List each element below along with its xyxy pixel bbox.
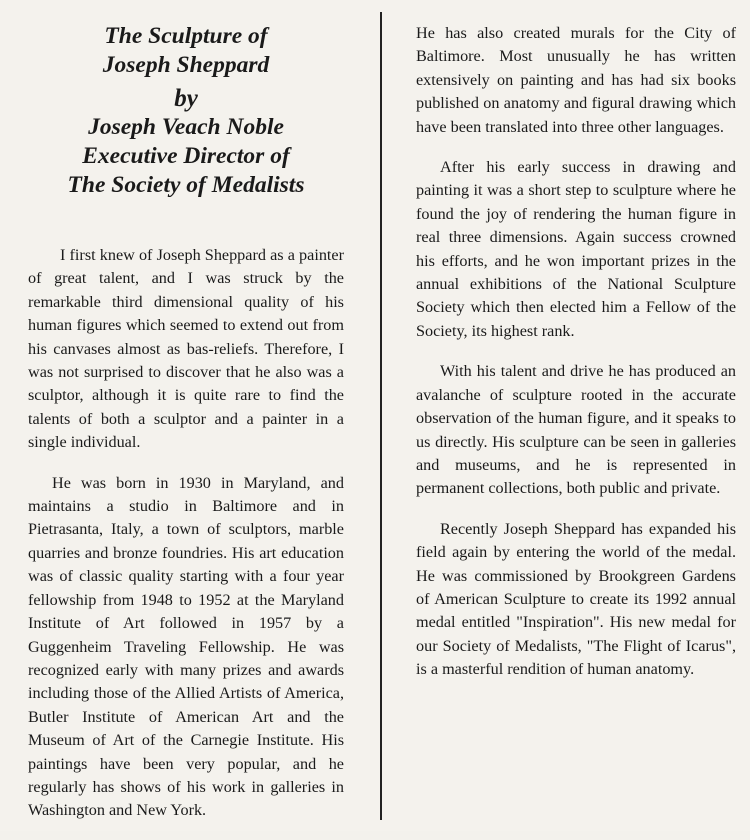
- title-line-1: The Sculpture of: [104, 23, 268, 49]
- paragraph: Recently Joseph Sheppard has expanded his field again by entering the world of the medal. He was commissioned by Brookgreen Gardens of American Sculpture to create its 1992 annual medal entitled "Inspiration". His new medal for our Society of Medalists, "The Flight of Icarus", is a masterful rendition of human anatomy.: [416, 519, 736, 679]
- right-column: [416, 22, 736, 699]
- paragraph: After his early success in drawing and painting it was a short step to sculpture where he found the joy of rendering the human figure in real three dimensions. Again success crowned his efforts, and he won important prizes in the annual exhibitions of the National Sculpture Society which then elected him a Fellow of the Society, its highest rank.: [416, 158, 736, 340]
- article-title: [28, 22, 344, 200]
- paragraph: With his talent and drive he has produced an avalanche of sculpture rooted in the accurate observation of the human figure, and it speaks to us directly. His sculpture can be seen in galleries and museums, and he is represented in permanent collections, both public and private.: [416, 362, 736, 498]
- author-name: Joseph Veach Noble: [88, 114, 284, 140]
- title-line-2: Joseph Sheppard: [102, 52, 270, 78]
- column-divider: [380, 12, 382, 820]
- paragraph: He was born in 1930 in Maryland, and maintains a studio in Baltimore and in Pietrasanta, Italy, a town of sculptors, marble quarries and bronze foundries. His art education was of classic quality starting with a four year fellowship from 1948 to 1952 at the Maryland Institute of Art followed in 1957 by a Guggenheim Traveling Fellowship. He was recognized early with many prizes and awards including those of the Allied Artists of America, Butler Institute of American Art and the Museum of Art of the Carnegie Institute. His paintings have been very popular, and he regularly has shows of his work in galleries in Washington and New York.: [28, 473, 344, 820]
- left-column: [28, 22, 344, 840]
- paragraph: He has also created murals for the City of Baltimore. Most unusually he has written extensively on painting and has had six books published on anatomy and figural drawing which have been translated into three other languages.: [416, 24, 736, 136]
- author-role-1: Executive Director of: [82, 143, 290, 169]
- paragraph: I first knew of Joseph Sheppard as a painter of great talent, and I was struck by the remarkable third dimensional quality of his human figures which seemed to extend out from his canvases almost as bas-reliefs. Therefore, I was not surprised to discover that he also was a sculptor, although it is quite rare to find the talents of both a sculptor and a painter in a single individual.: [28, 246, 344, 452]
- author-role-2: The Society of Medalists: [67, 172, 305, 198]
- byline-by: by: [174, 85, 198, 112]
